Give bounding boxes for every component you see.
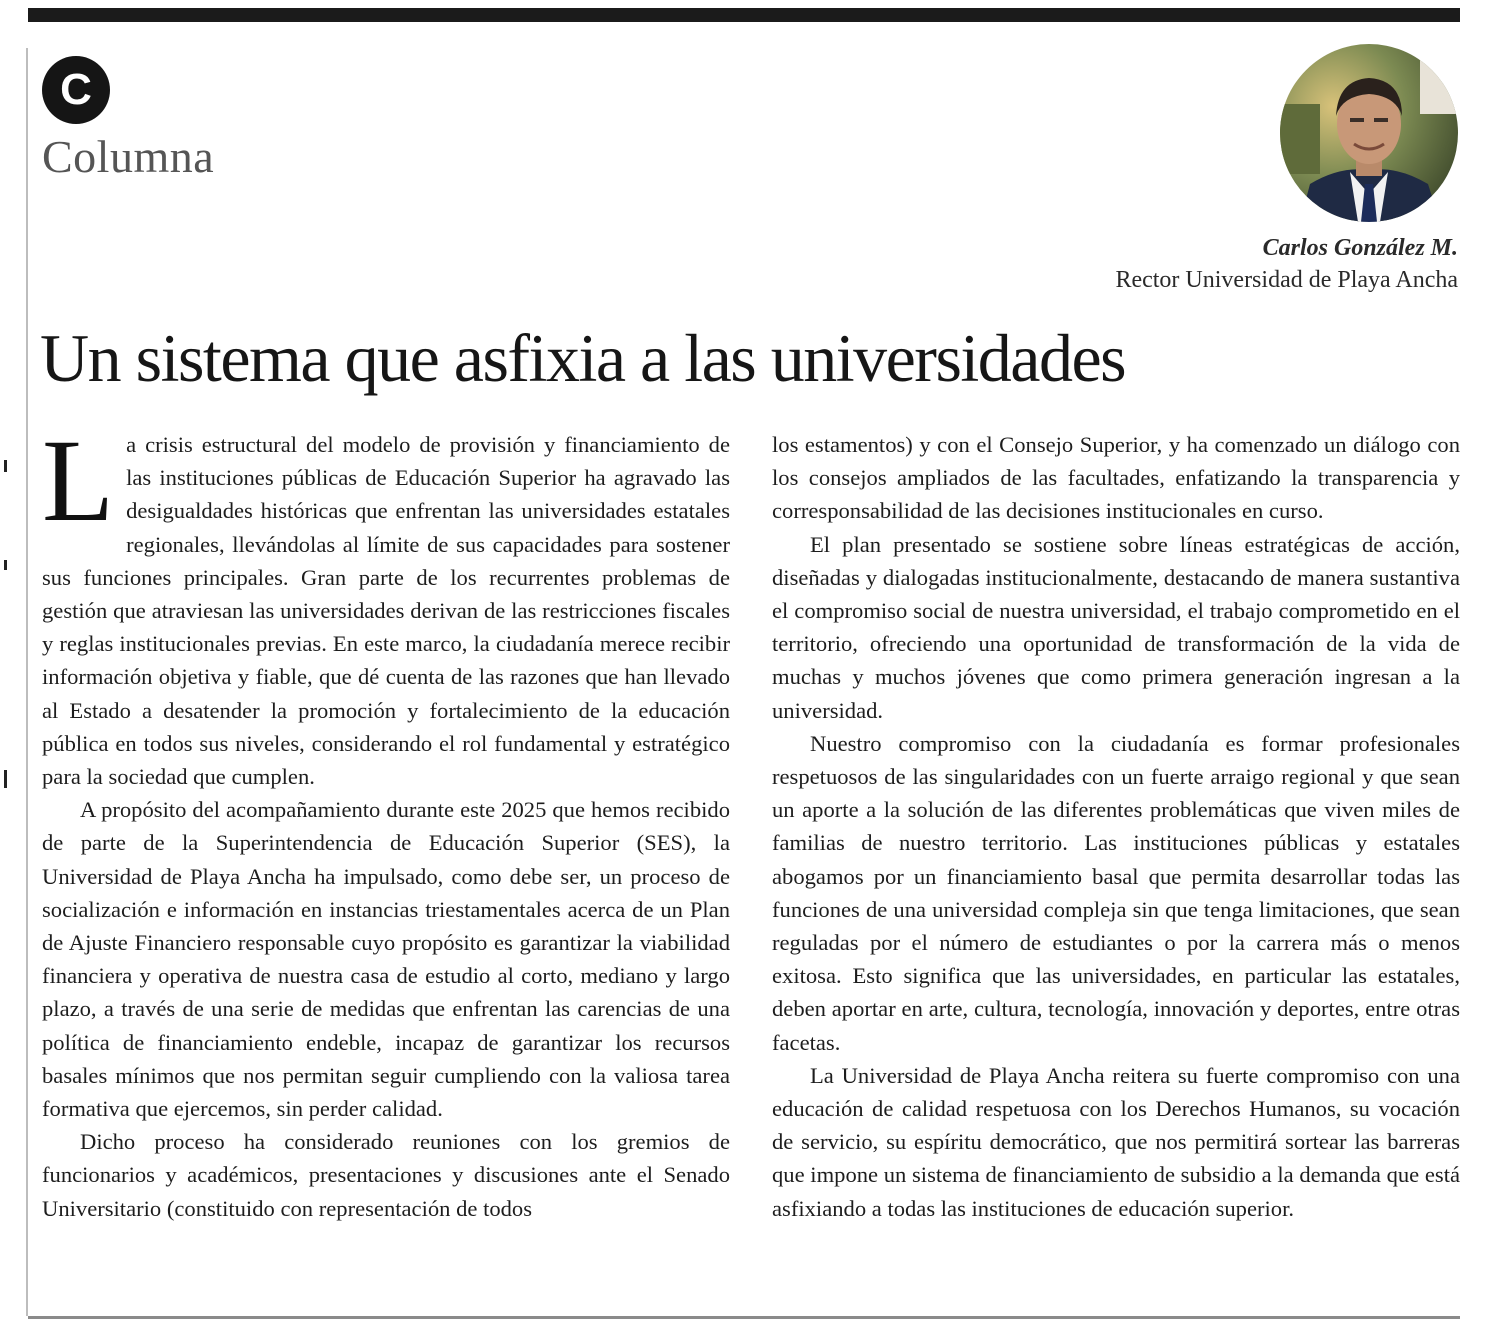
section-label: Columna [42, 131, 215, 182]
paragraph [42, 415, 730, 793]
left-column-rule [26, 48, 28, 1316]
bottom-rule [28, 1316, 1460, 1319]
margin-mark [4, 460, 7, 472]
byline [1115, 232, 1458, 296]
paragraph: La Universidad de Playa Ancha reitera su fuerte compromiso con una educación de calidad respetuosa con los Derechos Humanos, su vocación de servicio, su espíritu democrático, que nos permitirá sortear las barreras que impone un sistema de financiamiento de subsidio a la demanda que está asfixiando a todas las instituciones de educación superior. [772, 1062, 1460, 1221]
paragraph: los estamentos) y con el Consejo Superior, y ha comenzado un diálogo con los consejos ampliados de las facultades, enfatizando la transparencia y corresponsabilidad de las decisiones institucionales en curso. [772, 432, 1460, 524]
margin-mark [4, 560, 7, 570]
headline: Un sistema que asfixia a las universidades [40, 320, 1126, 396]
author-role: Rector Universidad de Playa Ancha [1115, 267, 1458, 293]
paragraph: Nuestro compromiso con la ciudadanía es formar profesionales respetuosos de las singularidades con un fuerte arraigo regional y que sean un aporte a la solución de las diferentes problemáticas que viven miles de familias de nuestro territorio. Las instituciones públicas y estatales abogamos por un financiamiento basal que permita desarrollar todas las funciones de una universidad compleja sin que tenga limitaciones, que sean reguladas por el número de estudiantes o por la carrera más o menos exitosa. Esto significa que las universidades, en particular las estatales, deben aportar en arte, cultura, tecnología, innovación y deportes, entre otras facetas. [772, 730, 1460, 1055]
author-name: Carlos González M. [1262, 235, 1458, 261]
section-badge: C [42, 56, 110, 124]
margin-mark [4, 770, 7, 788]
top-rule [28, 8, 1460, 22]
author-photo [1280, 44, 1458, 222]
paragraph: Dicho proceso ha considerado reuniones con los gremios de funcionarios y académicos, presentaciones y discusiones ante el Senado Universitario (constituido con representación de todos [42, 1129, 730, 1221]
paragraph: A propósito del acompañamiento durante este 2025 que hemos recibido de parte de la Superintendencia de Educación Superior (SES), la Universidad de Playa Ancha ha impulsado, como debe ser, un proceso de socialización e información en instancias triestamentales acerca de un Plan de Ajuste Financiero responsable cuyo propósito es garantizar la viabilidad financiera y operativa de nuestra casa de estudio al corto, mediano y largo plazo, a través de una serie de medidas que enfrentan las carencias de una política de financiamiento endeble, incapaz de garantizar los recursos basales mínimos que nos permitan seguir cumpliendo con la valiosa tarea formativa que ejercemos, sin perder calidad. [42, 797, 730, 1122]
article-column-right [772, 428, 1460, 1225]
article-column-left [42, 415, 730, 1225]
drop-cap: L [42, 415, 115, 546]
paragraph-text: a crisis estructural del modelo de provisión y financiamiento de las instituciones públicas de Educación Superior ha agravado las desigualdades históricas que enfrentan las universidades estatales regionales, llevándolas al límite de sus capacidades para sostener sus funciones principales. Gran parte de los recurrentes problemas de gestión que atraviesan las universidades derivan de las restricciones fiscales y reglas institucionales previas. En este marco, la ciudadanía merece recibir información objetiva y fiable, que dé cuenta de las razones que han llevado al Estado a desatender la promoción y fortalecimiento de la educación pública en todos sus niveles, considerando el rol fundamental y estratégico para la sociedad que cumplen. [42, 432, 730, 790]
paragraph: El plan presentado se sostiene sobre líneas estratégicas de acción, diseñadas y dialogadas institucionalmente, destacando de manera sustantiva el compromiso social de nuestra universidad, el trabajo comprometido en el territorio, ofreciendo una oportunidad de transformación de la vida de muchas y muchos jóvenes que como primera generación ingresan a la universidad. [772, 531, 1460, 723]
